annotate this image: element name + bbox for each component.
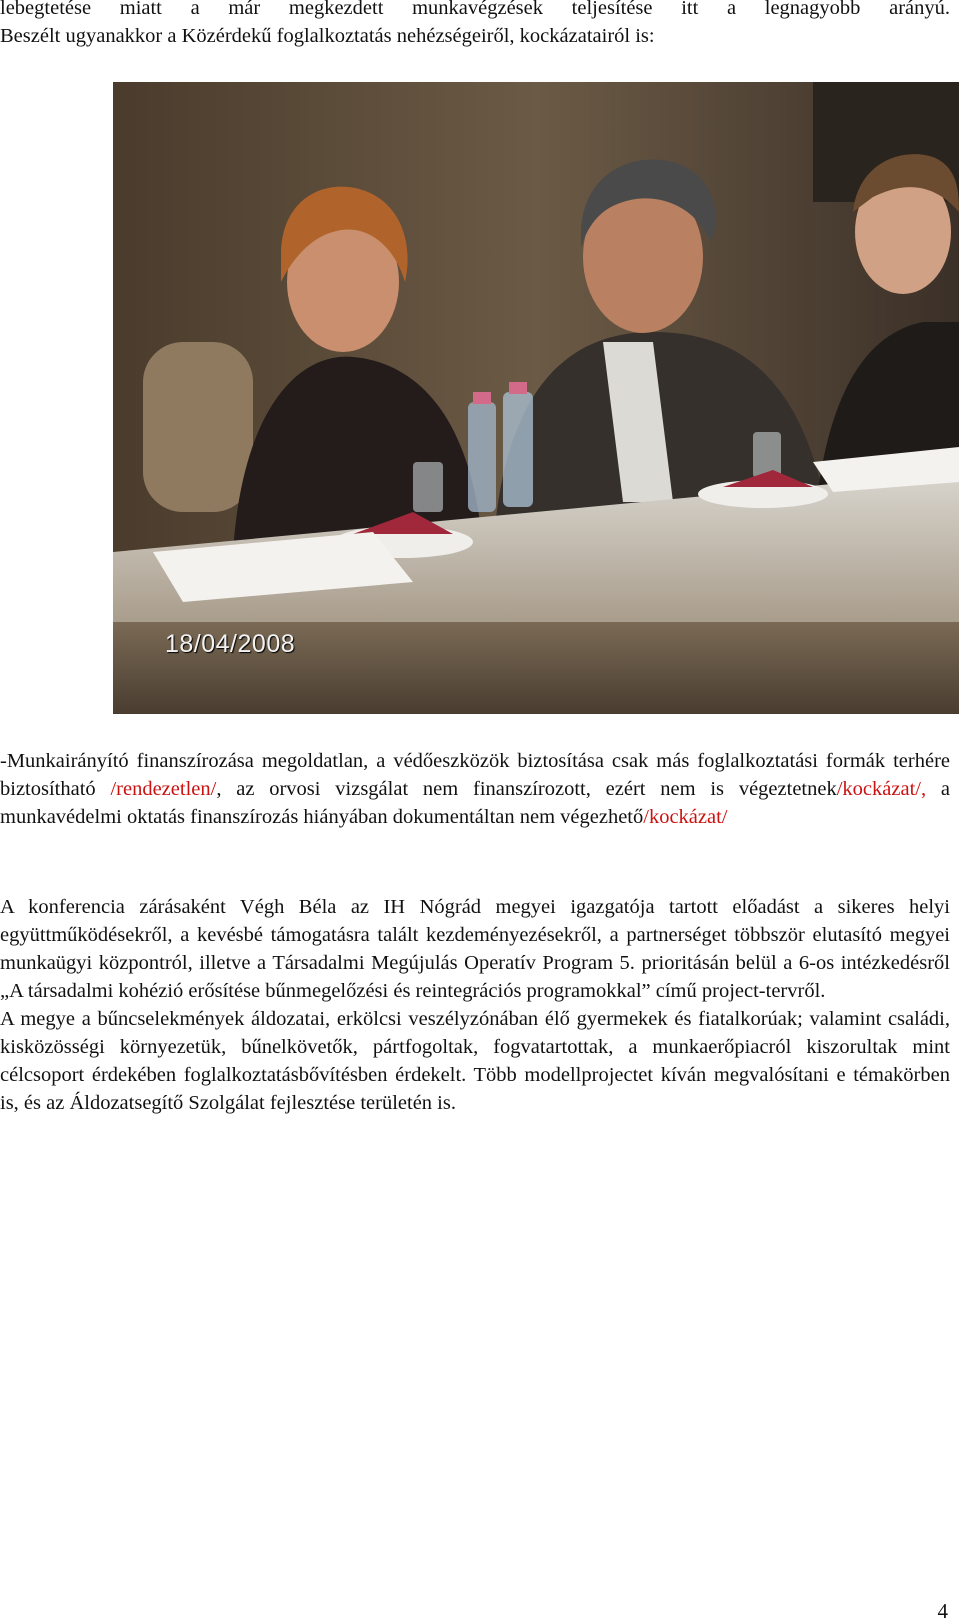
target-group-paragraph: A megye a bűncselekmények áldozatai, erkölcsi veszélyzónában élő gyermekek és fiatalkorúak; valamint családi, kisközösségi környezetük, bűnelkövetők, pártfogoltak, fogvatartottak, a munkaerőpiacról kiszorultak mint célcsoport érdekében foglalkoztatásbővítésben érdekelt. Több modellprojectet kíván megvalósítani e témakörben is, és az Áldozatsegítő Szolgálat fejlesztése területén is. xyxy=(0,1008,950,1114)
closing-section xyxy=(0,893,950,1117)
intro-line-2: Beszélt ugyanakkor a Közérdekű foglalkoztatás nehézségeiről, kockázatairól is: xyxy=(0,25,655,47)
risk-paragraph xyxy=(0,747,950,831)
photo-illustration xyxy=(113,82,959,714)
intro-line-1: lebegtetése miatt a már megkezdett munkavégzések teljesítése itt a legnagyobb arányú. xyxy=(0,0,950,19)
intro-text xyxy=(0,0,950,50)
closing-paragraph: A konferencia zárásaként Végh Béla az IH Nógrád megyei igazgatója tartott előadást a sikeres helyi együttműködésekről, a kevésbé támogatásra talált kezdeményezésekről, a partnerséget többször elutasító megyei munkaügyi központról, illetve a Társadalmi Megújulás Operatív Program 5. prioritásán belül a 6-os intézkedésről „A társadalmi kohézió erősítése bűnmegelőzési és reintegrációs programokkal” című project-tervről. xyxy=(0,896,950,1002)
risk-tag-kockazat-1: /kockázat/, xyxy=(836,778,927,800)
risk-text-3: a munkavédelmi oktatás finanszírozás hiányában dokumentáltan nem végezhető xyxy=(0,778,950,828)
photo-date-stamp: 18/04/2008 xyxy=(165,630,296,658)
conference-photo xyxy=(113,82,959,714)
page-number: 4 xyxy=(937,1599,948,1623)
risk-tag-kockazat-2: /kockázat/ xyxy=(643,806,728,828)
risk-text-1: -Munkairányító finanszírozása megoldatlan, a védőeszközök biztosítása csak más foglalkoztatási formák terhére biztosítható xyxy=(0,750,950,800)
risk-text-2: , az orvosi vizsgálat nem finanszírozott, ezért nem is végeztetnek xyxy=(216,778,837,800)
risk-tag-rendezetlen: /rendezetlen/ xyxy=(110,778,217,800)
